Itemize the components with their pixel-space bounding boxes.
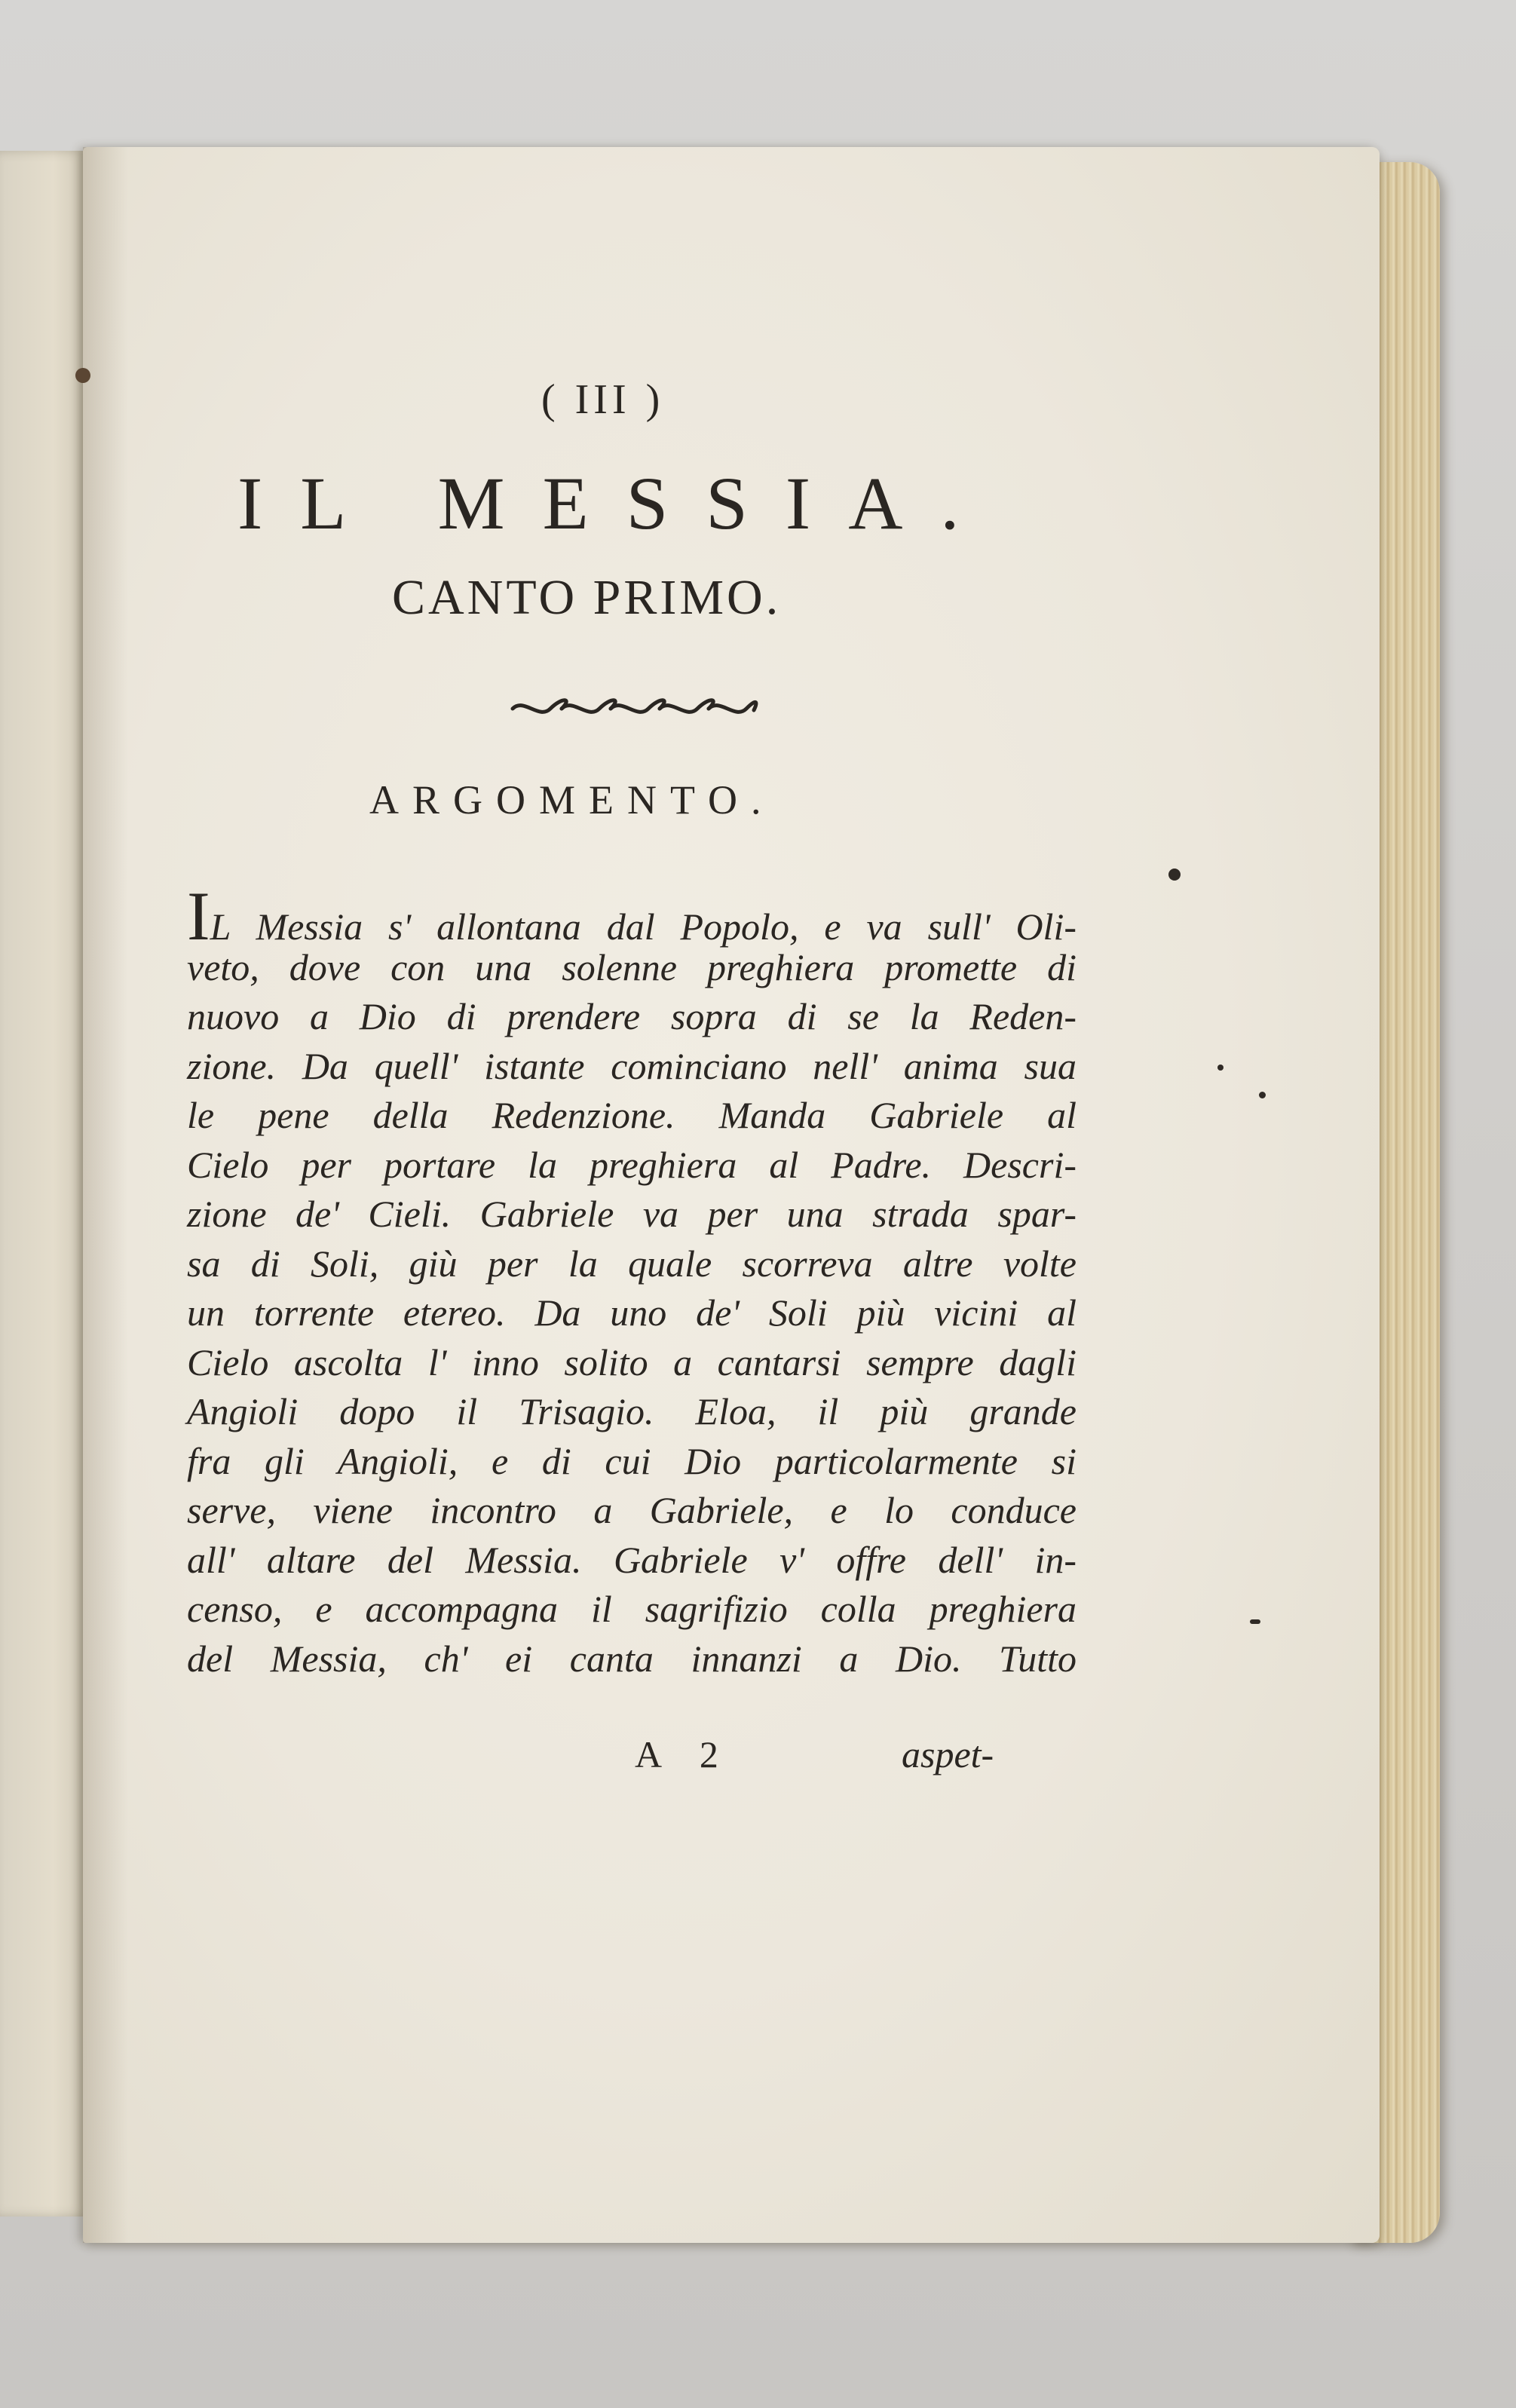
paper-speck — [1217, 1065, 1224, 1071]
paper-speck — [1250, 1619, 1260, 1624]
page-subtitle: CANTO PRIMO. — [392, 570, 782, 625]
signature-mark: A 2 — [635, 1733, 733, 1775]
catchword: aspet- — [902, 1733, 994, 1775]
text-line: Cielo per portare la preghiera al Padre. Descri- — [187, 1143, 1077, 1186]
text-line: all' altare del Messia. Gabriele v' offre dell' in- — [187, 1538, 1077, 1581]
text-line: del Messia, ch' ei canta innanzi a Dio. Tutto — [187, 1637, 1077, 1680]
text-line: nuovo a Dio di prendere sopra di se la Reden- — [187, 995, 1077, 1037]
binding-hole — [75, 368, 90, 383]
drop-initial: I — [187, 878, 210, 954]
text-line: zione de' Cieli. Gabriele va per una strada spar- — [187, 1193, 1077, 1235]
text-line: le pene della Redenzione. Manda Gabriele al — [187, 1094, 1077, 1136]
text-line: un torrente etereo. Da uno de' Soli più vicini al — [187, 1291, 1077, 1334]
paper-speck — [1168, 869, 1181, 881]
text-line: sa di Soli, giù per la quale scorreva altre volte — [187, 1242, 1077, 1285]
text-line — [187, 878, 1077, 954]
text-line: fra gli Angioli, e di cui Dio particolarmente si — [187, 1439, 1077, 1482]
text-line: Angioli dopo il Trisagio. Eloa, il più grande — [187, 1390, 1077, 1432]
left-page-edge — [0, 151, 89, 2217]
text-line: zione. Da quell' istante cominciano nell' anima sua — [187, 1044, 1077, 1087]
section-heading: ARGOMENTO. — [369, 777, 775, 823]
page-folio: ( III ) — [541, 376, 665, 423]
printer-ornament-icon — [505, 694, 761, 724]
argument-text — [187, 878, 1077, 1683]
text-line: serve, viene incontro a Gabriele, e lo conduce — [187, 1489, 1077, 1531]
paper-speck — [1259, 1092, 1266, 1098]
text-line-content: L Messia s' allontana dal Popolo, e va sull' Oli- — [210, 905, 1077, 948]
text-line: censo, e accompagna il sagrifizio colla preghiera — [187, 1588, 1077, 1630]
text-line: veto, dove con una solenne preghiera promette di — [187, 945, 1077, 988]
text-line: Cielo ascolta l' inno solito a cantarsi sempre dagli — [187, 1340, 1077, 1383]
page-title: IL MESSIA. — [237, 461, 997, 545]
